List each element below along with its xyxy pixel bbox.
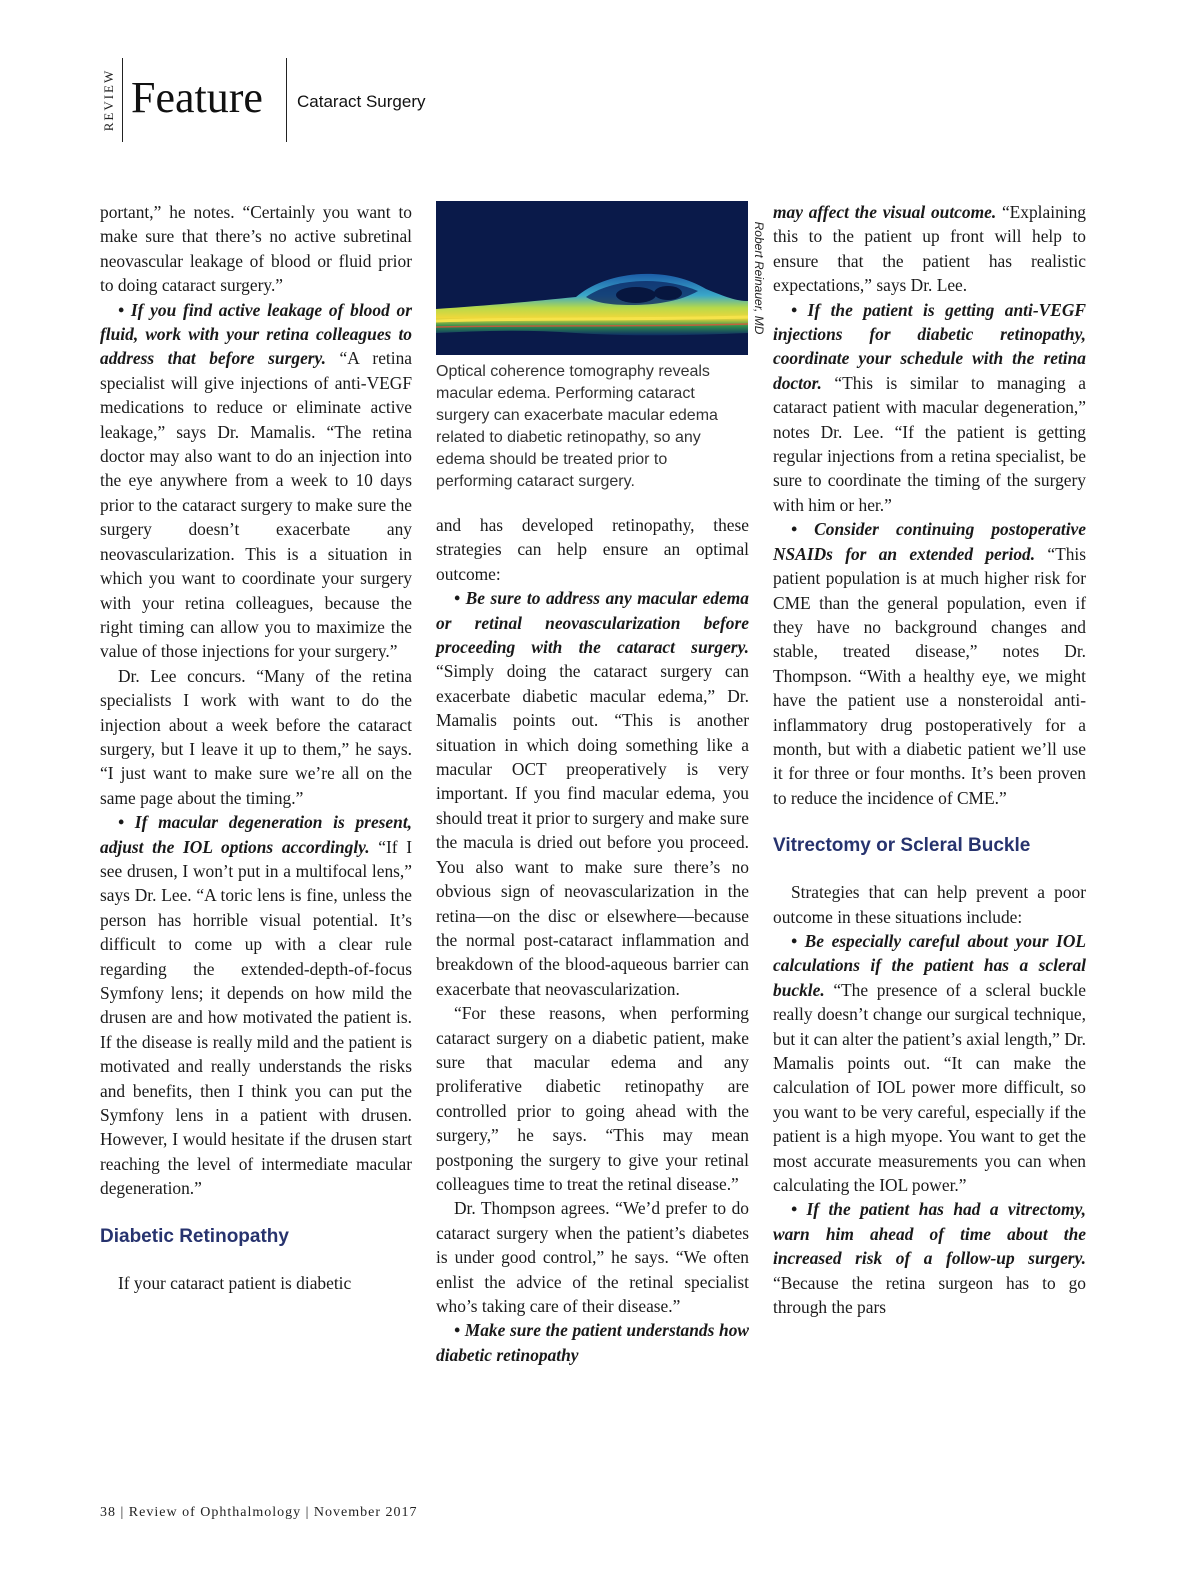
- bold-lead: • If macular degeneration is present, adjust the IOL options accordingly.: [100, 812, 412, 857]
- section-label: Cataract Surgery: [297, 92, 426, 111]
- paragraph: portant,” he notes. “Certainly you want to make sure that there’s no active subretinal neovascular leakage of blood or fluid prior to doing cataract surgery.”: [100, 202, 412, 296]
- bold-lead: • If the patient is getting anti-VEGF injections for diabetic retinopathy, coordinate your schedule with the retina doctor.: [773, 299, 1086, 393]
- subhead-vitrectomy: Vitrectomy or Scleral Buckle: [773, 835, 1031, 857]
- paragraph: and has developed retinopathy, these strategies can help ensure an optimal outcome:: [436, 515, 749, 584]
- paragraph: [100, 810, 412, 1201]
- paragraph-text: “A retina specialist will give injections of anti-VEGF medications to reduce or eliminate active leakage,” says Dr. Mamalis. “The retina doctor may also want to do an injection into the eye anywhere from a week to 10 days prior to the cataract surgery to make sure the surgery doesn’t exacerbate any neovascularization. This is a situation in which you want to coordinate your surgery with your retina colleagues, because the right timing can allow you to maximize the value of those injections for your surgery.”: [100, 348, 412, 662]
- paragraph-text: “The presence of a scleral buckle really doesn’t change our surgical technique, but it can alter the patient’s axial length,” Dr. Mamalis points out. “It can make the calculation of IOL power more difficult, so you want to be very careful, especially if the patient is a high myope. You want to get the most accurate measurements you can when calculating the IOL power.”: [773, 979, 1086, 1196]
- paragraph: [773, 929, 1086, 1197]
- bold-lead: may affect the visual outcome.: [773, 202, 997, 222]
- bold-lead: • Be especially careful about your IOL calculations if the patient has a scleral buckle.: [773, 930, 1086, 1000]
- paragraph: [436, 586, 749, 1001]
- paragraph: [100, 298, 412, 664]
- subhead-diabetic-retinopathy: Diabetic Retinopathy: [100, 1225, 289, 1247]
- feature-title: Feature: [131, 73, 263, 122]
- paragraph-text: “Explaining this to the patient up front will help to ensure that the patient has realistic expectations,” says Dr. Lee.: [773, 202, 1086, 296]
- paragraph: [773, 200, 1086, 298]
- photo-credit: Robert Reinauer, MD: [752, 221, 766, 335]
- paragraph: Dr. Lee concurs. “Many of the retina specialists I work with want to do the injection about a week before the cataract surgery, but I leave it up to them,” he says. “I just want to make sure we’re all on the same page about the timing.”: [100, 665, 412, 808]
- article-column-1: [100, 200, 412, 1295]
- paragraph-text: “Because the retina surgeon has to go through the pars: [773, 1272, 1086, 1318]
- header-divider: [286, 58, 287, 142]
- bold-lead: • Be sure to address any macular edema or retinal neovascularization before proceeding with the cataract surgery.: [436, 588, 749, 658]
- article-column-2: [436, 513, 749, 1367]
- figure-oct: [436, 201, 766, 501]
- bold-lead: • Consider continuing postoperative NSAIDs for an extended period.: [773, 519, 1086, 564]
- oct-scan-image: [436, 201, 748, 355]
- paragraph-text: “This is similar to managing a cataract patient with macular degeneration,” notes Dr. Lee. “If the patient is getting regular injections from a retina specialist, be sure to coordinate the timing of the surgery with him or her.”: [773, 372, 1086, 515]
- paragraph: Dr. Thompson agrees. “We’d prefer to do cataract surgery when the patient’s diabetes is under good control,” he says. “We often enlist the advice of the retinal specialist who’s taking care of their disease.”: [436, 1198, 749, 1316]
- paragraph-text: “Simply doing the cataract surgery can exacerbate diabetic macular edema,” Dr. Mamalis points out. “This is another situation in which doing something like a macular OCT preoperatively is very important. If you find macular edema, you should treat it prior to surgery and make sure the macula is dried out before you proceed. You also want to make sure there’s no obvious sign of neovascularization in the retina—on the disc or elsewhere—because the normal post-cataract inflammation and breakdown of the blood-aqueous barrier can exacerbate that neovascularization.: [436, 661, 749, 999]
- figure-caption: Optical coherence tomography reveals macular edema. Performing cataract surgery can exacerbate macular edema related to diabetic retinopathy, so any edema should be treated prior to performing cataract surgery.: [436, 363, 718, 490]
- paragraph: [773, 1197, 1086, 1319]
- bold-lead: • Make sure the patient understands how diabetic retinopathy: [436, 1320, 749, 1365]
- bold-lead: • If the patient has had a vitrectomy, warn him ahead of time about the increased risk of a follow-up surgery.: [773, 1199, 1086, 1269]
- header-divider: [122, 58, 123, 142]
- page-footer: 38 | Review of Ophthalmology | November 2017: [100, 1505, 418, 1520]
- article-column-3: [773, 200, 1086, 1319]
- paragraph: If your cataract patient is diabetic: [118, 1272, 352, 1293]
- paragraph-text: “If I see drusen, I won’t put in a multifocal lens,” says Dr. Lee. “A toric lens is fine, unless the person has horrible visual potential. It’s difficult to come up with a clear rule regarding the extended-depth-of-focus Symfony lens; it depends on how mild the drusen are and how motivated the patient is. If the disease is really mild and the patient is motivated and really understands the risks and benefits, then I think you can put the Symfony lens in a patient with drusen. However, I would hesitate if the drusen start reaching the level of intermediate macular degeneration.”: [100, 836, 413, 1199]
- paragraph: [773, 517, 1086, 810]
- paragraph: Strategies that can help prevent a poor outcome in these situations include:: [773, 882, 1086, 927]
- paragraph: “For these reasons, when performing cataract surgery on a diabetic patient, make sure that macular edema and any proliferative diabetic retinopathy are controlled prior to going ahead with the surgery,” he says. “This may mean postponing the surgery to give your retinal colleagues time to treat the retinal disease.”: [436, 1003, 749, 1194]
- paragraph: [436, 1318, 749, 1367]
- paragraph: [773, 298, 1086, 518]
- bold-lead: • If you find active leakage of blood or fluid, work with your retina colleagues to address that before surgery.: [100, 299, 412, 369]
- review-vertical-label: REVIEW: [101, 68, 116, 132]
- paragraph-text: “This patient population is at much higher risk for CME than the general population, even if they have no background changes and stable, treated disease,” notes Dr. Thompson. “With a healthy eye, we might have the patient use a nonsteroidal anti-inflammatory drug postoperatively for a month, but with a diabetic patient we’ll use it for three or four months. It’s been proven to reduce the incidence of CME.”: [773, 543, 1087, 808]
